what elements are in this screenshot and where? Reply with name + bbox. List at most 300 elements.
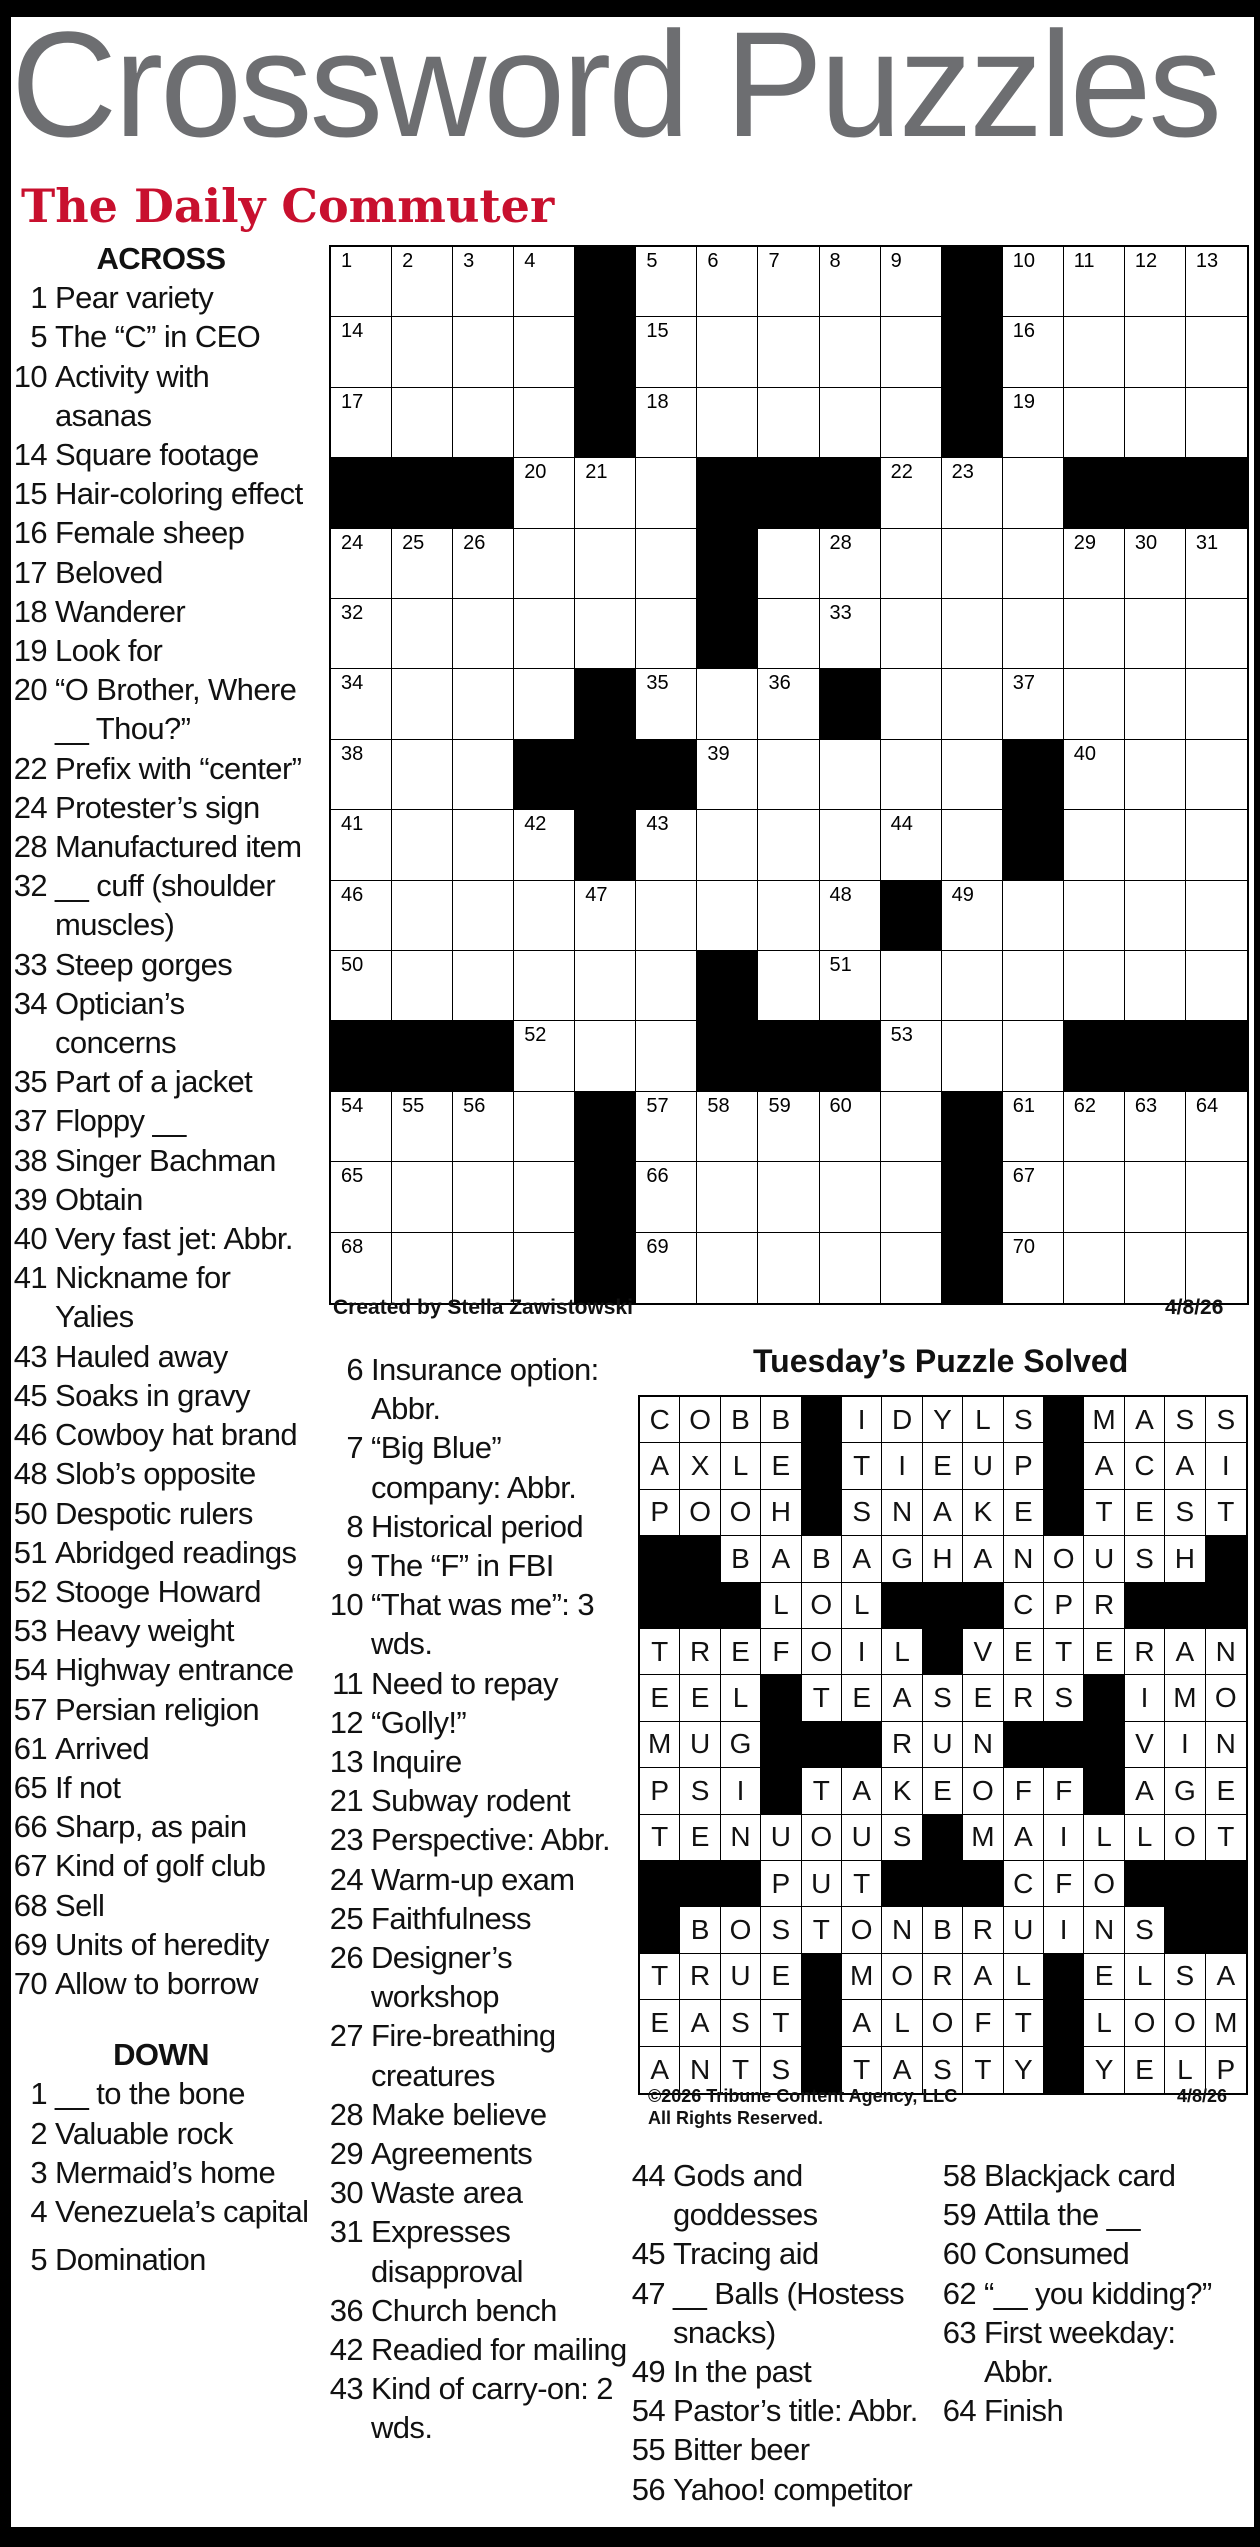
grid-square[interactable]	[1003, 1092, 1064, 1162]
solution-letter: N	[891, 1496, 913, 1528]
grid-square[interactable]	[392, 810, 453, 880]
grid-square[interactable]	[820, 388, 881, 458]
grid-square[interactable]	[331, 388, 392, 458]
grid-square[interactable]	[820, 951, 881, 1021]
black-square	[721, 1583, 762, 1630]
solution-letter: F	[772, 1635, 790, 1667]
grid-square[interactable]	[1064, 1233, 1125, 1303]
solution-square	[1004, 1490, 1044, 1536]
clue-item	[940, 2195, 1240, 2234]
grid-square[interactable]	[331, 1092, 392, 1162]
solution-square	[640, 1675, 680, 1721]
grid-square[interactable]	[514, 247, 575, 317]
grid-square[interactable]	[514, 388, 575, 458]
clue-text: Kind of carry-on: 2 wds.	[371, 2371, 613, 2446]
grid-square[interactable]	[758, 740, 819, 810]
solution-letter: E	[771, 1960, 791, 1992]
solution-letter: T	[812, 1774, 830, 1806]
grid-square[interactable]	[881, 1092, 942, 1162]
grid-square[interactable]	[453, 740, 514, 810]
clue-text: Abridged readings	[55, 1534, 297, 1570]
grid-square[interactable]	[392, 1092, 453, 1162]
grid-square[interactable]	[636, 1021, 697, 1091]
grid-square[interactable]	[514, 1162, 575, 1232]
grid-square[interactable]	[514, 1021, 575, 1091]
grid-square[interactable]	[331, 529, 392, 599]
clue-number: 67	[13, 1848, 47, 1884]
grid-square[interactable]	[881, 317, 942, 387]
grid-square[interactable]	[881, 810, 942, 880]
grid-square[interactable]	[331, 881, 392, 951]
grid-square[interactable]	[697, 669, 758, 739]
clue-text: Attila the __	[984, 2197, 1140, 2233]
grid-square[interactable]	[1064, 740, 1125, 810]
grid-square[interactable]	[758, 247, 819, 317]
grid-square[interactable]	[1125, 529, 1186, 599]
solution-square	[882, 1397, 922, 1443]
solution-square	[680, 1722, 720, 1768]
grid-square[interactable]	[1003, 529, 1064, 599]
solution-square	[842, 1443, 882, 1489]
solution-square	[721, 1954, 761, 2000]
grid-square[interactable]	[636, 458, 697, 528]
puzzle-date: 4/8/26	[1165, 1296, 1224, 1319]
grid-square[interactable]	[881, 1162, 942, 1232]
black-square	[1206, 1861, 1247, 1908]
grid-square[interactable]	[697, 810, 758, 880]
solution-square	[1165, 1443, 1205, 1489]
solution-letter: R	[932, 1960, 953, 1992]
solution-square	[882, 2000, 922, 2046]
square-number: 54	[341, 1094, 364, 1117]
square-number: 20	[524, 461, 547, 484]
solution-square	[923, 1397, 963, 1443]
grid-square[interactable]	[331, 951, 392, 1021]
grid-square[interactable]	[1186, 881, 1247, 951]
grid-square[interactable]	[1003, 1021, 1064, 1091]
grid-square[interactable]	[697, 881, 758, 951]
solution-letter: T	[651, 1821, 669, 1853]
grid-square[interactable]	[636, 1233, 697, 1303]
grid-square[interactable]	[514, 529, 575, 599]
grid-square[interactable]	[575, 951, 636, 1021]
clue-item	[629, 2234, 929, 2273]
grid-square[interactable]	[1064, 881, 1125, 951]
grid-square[interactable]	[758, 951, 819, 1021]
solution-letter: O	[1093, 1867, 1115, 1899]
grid-square[interactable]	[697, 388, 758, 458]
solution-square	[1165, 1768, 1205, 1814]
grid-square[interactable]	[820, 1092, 881, 1162]
grid-square[interactable]	[453, 881, 514, 951]
grid-square[interactable]	[453, 810, 514, 880]
grid-square[interactable]	[1186, 1092, 1247, 1162]
grid-square[interactable]	[1186, 951, 1247, 1021]
grid-square[interactable]	[636, 388, 697, 458]
grid-square[interactable]	[942, 881, 1003, 951]
grid-square[interactable]	[1125, 1162, 1186, 1232]
solution-square	[923, 1536, 963, 1582]
grid-square[interactable]	[1003, 881, 1064, 951]
grid-square[interactable]	[453, 247, 514, 317]
solution-letter: C	[649, 1403, 670, 1435]
solution-square	[1125, 1675, 1165, 1721]
grid-square[interactable]	[1125, 881, 1186, 951]
grid-square[interactable]	[1125, 740, 1186, 810]
solution-square	[1004, 1675, 1044, 1721]
grid-square[interactable]	[1003, 951, 1064, 1021]
grid-square[interactable]	[392, 599, 453, 669]
grid-square[interactable]	[575, 599, 636, 669]
clue-text: Nickname for Yalies	[55, 1260, 231, 1335]
grid-square[interactable]	[820, 1233, 881, 1303]
square-number: 24	[341, 531, 364, 554]
grid-square[interactable]	[1003, 669, 1064, 739]
grid-square[interactable]	[881, 1021, 942, 1091]
clue-number: 29	[329, 2136, 363, 2172]
black-square	[1044, 1397, 1085, 1444]
grid-square[interactable]	[331, 810, 392, 880]
grid-square[interactable]	[942, 740, 1003, 810]
grid-square[interactable]	[820, 599, 881, 669]
black-square	[1125, 1861, 1166, 1908]
grid-square[interactable]	[392, 740, 453, 810]
clue-text: Despotic rulers	[55, 1495, 253, 1531]
grid-square[interactable]	[697, 1162, 758, 1232]
grid-square[interactable]	[453, 951, 514, 1021]
grid-square[interactable]	[636, 529, 697, 599]
grid-square[interactable]	[1125, 388, 1186, 458]
solution-square	[963, 1815, 1003, 1861]
grid-square[interactable]	[1125, 599, 1186, 669]
grid-square[interactable]	[881, 458, 942, 528]
clue-number: 24	[329, 1861, 363, 1897]
grid-square[interactable]	[820, 881, 881, 951]
grid-square[interactable]	[392, 529, 453, 599]
grid-square[interactable]	[942, 951, 1003, 1021]
solution-letter: M	[648, 1728, 672, 1760]
grid-square[interactable]	[881, 669, 942, 739]
grid-square[interactable]	[392, 388, 453, 458]
grid-square[interactable]	[1064, 599, 1125, 669]
solution-letter: T	[731, 2053, 750, 2085]
grid-square[interactable]	[881, 247, 942, 317]
grid-square[interactable]	[392, 247, 453, 317]
solution-letter: S	[1013, 1403, 1033, 1435]
grid-square[interactable]	[392, 881, 453, 951]
black-square	[761, 1768, 802, 1815]
grid-square[interactable]	[881, 951, 942, 1021]
grid-square[interactable]	[758, 1092, 819, 1162]
grid-square[interactable]	[1064, 951, 1125, 1021]
grid-square[interactable]	[1125, 1233, 1186, 1303]
grid-square[interactable]	[636, 669, 697, 739]
solution-letter: S	[771, 1914, 791, 1946]
clue-text: Soaks in gravy	[55, 1377, 250, 1413]
black-square	[802, 2000, 843, 2047]
grid-square[interactable]	[575, 881, 636, 951]
solution-square	[882, 1536, 922, 1582]
grid-square[interactable]	[881, 740, 942, 810]
clue-text: The “F” in FBI	[371, 1548, 554, 1584]
grid-square[interactable]	[514, 810, 575, 880]
grid-square[interactable]	[942, 1021, 1003, 1091]
grid-square[interactable]	[514, 317, 575, 387]
grid-square[interactable]	[636, 951, 697, 1021]
grid-square[interactable]	[575, 458, 636, 528]
grid-square[interactable]	[942, 529, 1003, 599]
grid-square[interactable]	[697, 317, 758, 387]
grid-square[interactable]	[392, 1162, 453, 1232]
solution-letter: E	[1135, 1496, 1154, 1528]
black-square	[942, 317, 1004, 388]
grid-square[interactable]	[758, 881, 819, 951]
square-number: 52	[524, 1024, 547, 1047]
grid-square[interactable]	[514, 1233, 575, 1303]
grid-square[interactable]	[697, 1233, 758, 1303]
grid-square[interactable]	[514, 599, 575, 669]
grid-square[interactable]	[1186, 1233, 1247, 1303]
grid-square[interactable]	[453, 317, 514, 387]
clue-number: 54	[631, 2393, 665, 2429]
solution-square	[1084, 2000, 1124, 2046]
solution-square	[882, 1675, 922, 1721]
clue-number: 32	[13, 868, 47, 904]
grid-square[interactable]	[392, 317, 453, 387]
solution-square	[761, 1443, 801, 1489]
clue-item	[629, 2352, 929, 2391]
down-clues-column-4	[940, 2156, 1240, 2430]
grid-square[interactable]	[1003, 247, 1064, 317]
grid-square[interactable]	[820, 810, 881, 880]
clue-text: Obtain	[55, 1181, 143, 1217]
solution-square	[1044, 1629, 1084, 1675]
grid-square[interactable]	[575, 1021, 636, 1091]
clue-text: Optician’s concerns	[55, 985, 185, 1061]
grid-square[interactable]	[1003, 1162, 1064, 1232]
grid-square[interactable]	[514, 881, 575, 951]
clue-number: 10	[329, 1587, 363, 1623]
black-square	[1206, 1536, 1247, 1583]
grid-square[interactable]	[1125, 810, 1186, 880]
grid-square[interactable]	[820, 317, 881, 387]
solution-letter: Y	[933, 1403, 952, 1435]
grid-square[interactable]	[514, 1092, 575, 1162]
grid-square[interactable]	[453, 388, 514, 458]
solution-square	[1084, 1583, 1124, 1629]
grid-square[interactable]	[1064, 1092, 1125, 1162]
solution-letter: A	[690, 2006, 710, 2038]
solution-square	[802, 1536, 842, 1582]
grid-square[interactable]	[758, 317, 819, 387]
grid-square[interactable]	[820, 1162, 881, 1232]
grid-square[interactable]	[1186, 529, 1247, 599]
grid-square[interactable]	[514, 669, 575, 739]
grid-square[interactable]	[697, 1092, 758, 1162]
grid-square[interactable]	[636, 247, 697, 317]
clue-text: Perspective: Abbr.	[371, 1822, 611, 1858]
grid-square[interactable]	[331, 1233, 392, 1303]
grid-square[interactable]	[942, 458, 1003, 528]
clue-number: 59	[942, 2197, 976, 2233]
grid-square[interactable]	[453, 529, 514, 599]
solution-square	[761, 2000, 801, 2046]
clue-number: 47	[631, 2275, 665, 2311]
grid-square[interactable]	[1125, 951, 1186, 1021]
grid-square[interactable]	[1064, 247, 1125, 317]
grid-square[interactable]	[758, 599, 819, 669]
grid-square[interactable]	[331, 669, 392, 739]
grid-square[interactable]	[514, 951, 575, 1021]
grid-square[interactable]	[1186, 247, 1247, 317]
grid-square[interactable]	[453, 599, 514, 669]
grid-square[interactable]	[758, 810, 819, 880]
clue-number: 51	[13, 1534, 47, 1570]
solution-square	[963, 2000, 1003, 2046]
grid-square[interactable]	[636, 881, 697, 951]
solution-letter: B	[731, 1542, 750, 1574]
clue-number: 28	[329, 2096, 363, 2132]
grid-square[interactable]	[1186, 317, 1247, 387]
square-number: 33	[829, 602, 852, 624]
grid-square[interactable]	[1125, 669, 1186, 739]
solution-letter: C	[1013, 1867, 1034, 1899]
grid-square[interactable]	[1064, 388, 1125, 458]
solution-letter: O	[810, 1821, 833, 1853]
grid-square[interactable]	[942, 599, 1003, 669]
grid-square[interactable]	[881, 599, 942, 669]
solution-letter: T	[1055, 1635, 1073, 1667]
solution-square	[721, 2000, 761, 2046]
solution-square	[680, 1397, 720, 1443]
grid-square[interactable]	[1003, 317, 1064, 387]
clue-text: Wanderer	[55, 593, 186, 629]
black-square	[640, 1861, 681, 1908]
grid-square[interactable]	[636, 599, 697, 669]
square-number: 4	[524, 250, 536, 272]
solution-square	[680, 1443, 720, 1489]
clue-number: 23	[329, 1822, 363, 1858]
solution-square	[680, 1954, 720, 2000]
copyright-line-1: ©2026 Tribune Content Agency, LLC	[648, 2086, 958, 2106]
grid-square[interactable]	[636, 1162, 697, 1232]
grid-square[interactable]	[331, 599, 392, 669]
grid-square[interactable]	[453, 1092, 514, 1162]
grid-square[interactable]	[331, 317, 392, 387]
clue-item	[327, 1428, 627, 1506]
grid-square[interactable]	[331, 740, 392, 810]
solution-square	[963, 1954, 1003, 2000]
grid-square[interactable]	[1186, 388, 1247, 458]
grid-square[interactable]	[758, 669, 819, 739]
solution-letter: S	[933, 2053, 952, 2085]
grid-square[interactable]	[453, 1162, 514, 1232]
grid-square[interactable]	[392, 1233, 453, 1303]
black-square	[1044, 1954, 1085, 2001]
grid-square[interactable]	[881, 1233, 942, 1303]
grid-square[interactable]	[1186, 599, 1247, 669]
solution-letter: G	[1173, 1774, 1196, 1806]
black-square	[453, 1021, 515, 1092]
clue-item	[327, 2134, 627, 2173]
grid-square[interactable]	[820, 529, 881, 599]
grid-square[interactable]	[1125, 247, 1186, 317]
black-square	[697, 951, 759, 1022]
grid-square[interactable]	[820, 740, 881, 810]
grid-square[interactable]	[758, 388, 819, 458]
grid-square[interactable]	[331, 247, 392, 317]
grid-square[interactable]	[636, 810, 697, 880]
grid-square[interactable]	[758, 529, 819, 599]
grid-square[interactable]	[942, 669, 1003, 739]
grid-square[interactable]	[881, 529, 942, 599]
clue-number: 13	[329, 1744, 363, 1780]
grid-square[interactable]	[1186, 810, 1247, 880]
grid-square[interactable]	[453, 669, 514, 739]
grid-square[interactable]	[1064, 810, 1125, 880]
grid-square[interactable]	[1186, 740, 1247, 810]
grid-square[interactable]	[1003, 1233, 1064, 1303]
solution-square	[842, 1675, 882, 1721]
clue-number: 2	[30, 2115, 47, 2151]
grid-square[interactable]	[1064, 529, 1125, 599]
solution-letter: N	[730, 1821, 751, 1853]
solution-letter: G	[729, 1728, 752, 1760]
grid-square[interactable]	[697, 740, 758, 810]
grid-square[interactable]	[636, 317, 697, 387]
grid-square[interactable]	[636, 1092, 697, 1162]
grid-square[interactable]	[881, 388, 942, 458]
grid-square[interactable]	[1003, 599, 1064, 669]
clue-item	[11, 1807, 311, 1846]
grid-square[interactable]	[1064, 669, 1125, 739]
grid-square[interactable]	[1064, 317, 1125, 387]
square-number: 46	[341, 883, 364, 906]
grid-square[interactable]	[1125, 1092, 1186, 1162]
grid-square[interactable]	[1186, 1162, 1247, 1232]
grid-square[interactable]	[453, 1233, 514, 1303]
solution-letter: L	[1177, 2053, 1193, 2085]
solved-grid	[638, 1395, 1248, 2095]
grid-square[interactable]	[697, 247, 758, 317]
grid-square[interactable]	[942, 810, 1003, 880]
grid-square[interactable]	[575, 529, 636, 599]
grid-square[interactable]	[1003, 388, 1064, 458]
grid-square[interactable]	[758, 1162, 819, 1232]
clue-number: 62	[942, 2275, 976, 2311]
black-square	[882, 1861, 923, 1908]
grid-square[interactable]	[392, 669, 453, 739]
grid-square[interactable]	[1003, 458, 1064, 528]
solution-letter: E	[933, 1450, 952, 1482]
grid-square[interactable]	[758, 1233, 819, 1303]
square-number: 48	[829, 883, 852, 906]
clue-number: 55	[631, 2432, 665, 2468]
grid-square[interactable]	[1125, 317, 1186, 387]
grid-square[interactable]	[820, 247, 881, 317]
grid-square[interactable]	[514, 458, 575, 528]
solution-letter: E	[973, 1682, 993, 1714]
solution-letter: F	[974, 2006, 992, 2038]
grid-square[interactable]	[331, 1162, 392, 1232]
grid-square[interactable]	[1064, 1162, 1125, 1232]
solution-letter: U	[851, 1821, 872, 1853]
clue-text: Stooge Howard	[55, 1573, 261, 1609]
solution-letter: N	[689, 2053, 711, 2085]
grid-square[interactable]	[392, 951, 453, 1021]
solution-letter: B	[690, 1914, 710, 1946]
grid-square[interactable]	[1186, 669, 1247, 739]
